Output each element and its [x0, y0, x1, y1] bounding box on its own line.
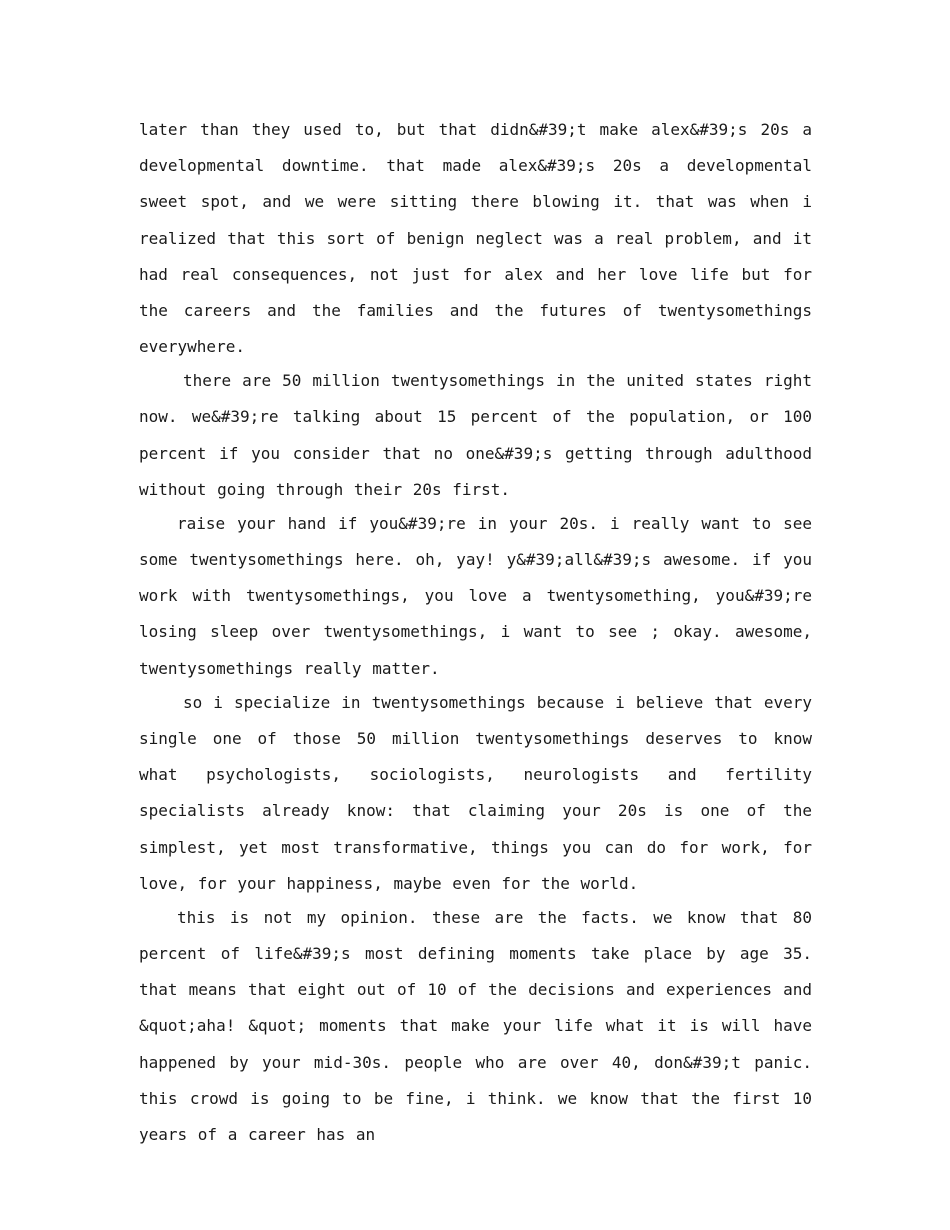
paragraph-2: there are 50 million twentysomethings in the united states right now. we&#39;re talking about 15 percent of the population, or 100 percent if you consider that no one&#39;s getting through adulthood without going through their 20s first. — [139, 371, 812, 499]
paragraph-5: this is not my opinion. these are the facts. we know that 80 percent of life&#39;s most defining moments take place by age 35. that means that eight out of 10 of the decisions and experiences and &quot;aha! &quot; moments that make your life what it is will have happened by your mid-30s. people who are over 40, don&#39;t panic. this crowd is going to be fine, i think. we know that the first 10 years of a career has an — [139, 907, 812, 1144]
body-text — [139, 112, 812, 1151]
paragraph-4: so i specialize in twentysomethings because i believe that every single one of those 50 million twentysomethings deserves to know what psychologists, sociologists, neurologists and fertility specialists already know: that claiming your 20s is one of the simplest, yet most transformative, things you can do for work, for love, for your happiness, maybe even for the world. — [139, 692, 812, 893]
paragraph-1: later than they used to, but that didn&#39;t make alex&#39;s 20s a developmental downtime. that made alex&#39;s 20s a developmental sweet spot, and we were sitting there blowing it. that was when i realized that this sort of benign neglect was a real problem, and it had real consequences, not just for alex and her love life but for the careers and the families and the futures of twentysomethings everywhere. — [139, 120, 812, 357]
paragraph-3: raise your hand if you&#39;re in your 20s. i really want to see some twentysomethings here. oh, yay! y&#39;all&#39;s awesome. if you work with twentysomethings, you love a twentysomething, you&#39;re losing sleep over twentysomethings, i want to see ; okay. awesome, twentysomethings really matter. — [139, 513, 812, 678]
